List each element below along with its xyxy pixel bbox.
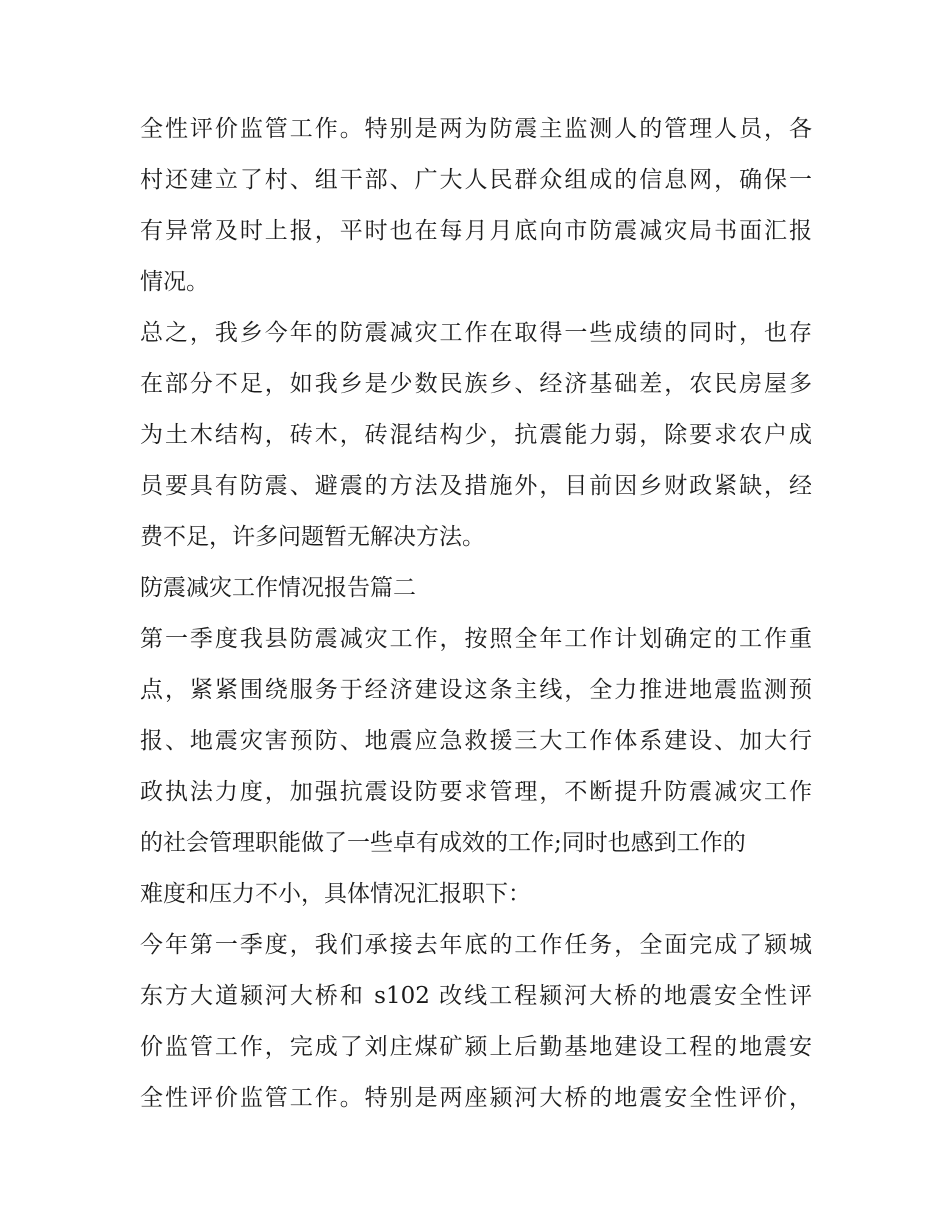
text-line: 东方大道颍河大桥和 s102 改线工程颍河大桥的地震安全性评: [140, 983, 812, 1009]
text-line: 第一季度我县防震减灾工作，按照全年工作计划确定的工作重: [140, 626, 812, 652]
text-line: 费不足，许多问题暂无解决方法。: [140, 524, 485, 550]
text-line: 难度和压力不小，具体情况汇报职下：: [140, 881, 531, 907]
text-line: 全性评价监管工作。特别是两为防震主监测人的管理人员，各: [140, 116, 812, 142]
text-line: 村还建立了村、组干部、广大人民群众组成的信息网，确保一: [140, 167, 812, 193]
text-line: 政执法力度，加强抗震设防要求管理，不断提升防震减灾工作: [140, 779, 812, 805]
text-line: 点，紧紧围绕服务于经济建设这条主线，全力推进地震监测预: [140, 677, 812, 703]
text-line: 价监管工作，完成了刘庄煤矿颍上后勤基地建设工程的地震安: [140, 1034, 812, 1060]
text-line: 情况。: [140, 269, 209, 295]
text-line: 员要具有防震、避震的方法及措施外，目前因乡财政紧缺，经: [140, 473, 812, 499]
text-line: 的社会管理职能做了一些卓有成效的工作;同时也感到工作的: [140, 830, 746, 856]
text-line: 全性评价监管工作。特别是两座颍河大桥的地震安全性评价，: [140, 1085, 812, 1111]
text-line: 防震减灾工作情况报告篇二: [140, 575, 416, 601]
text-line: 有异常及时上报，平时也在每月月底向市防震减灾局书面汇报: [140, 218, 812, 244]
text-line: 今年第一季度，我们承接去年底的工作任务，全面完成了颍城: [140, 932, 812, 958]
document-body: [140, 104, 812, 1124]
text-line: 为土木结构，砖木，砖混结构少，抗震能力弱，除要求农户成: [140, 422, 812, 448]
text-line: 在部分不足，如我乡是少数民族乡、经济基础差，农民房屋多: [140, 371, 812, 397]
text-line: 报、地震灾害预防、地震应急救援三大工作体系建设、加大行: [140, 728, 812, 754]
text-line: 总之，我乡今年的防震减灾工作在取得一些成绩的同时，也存: [140, 320, 812, 346]
